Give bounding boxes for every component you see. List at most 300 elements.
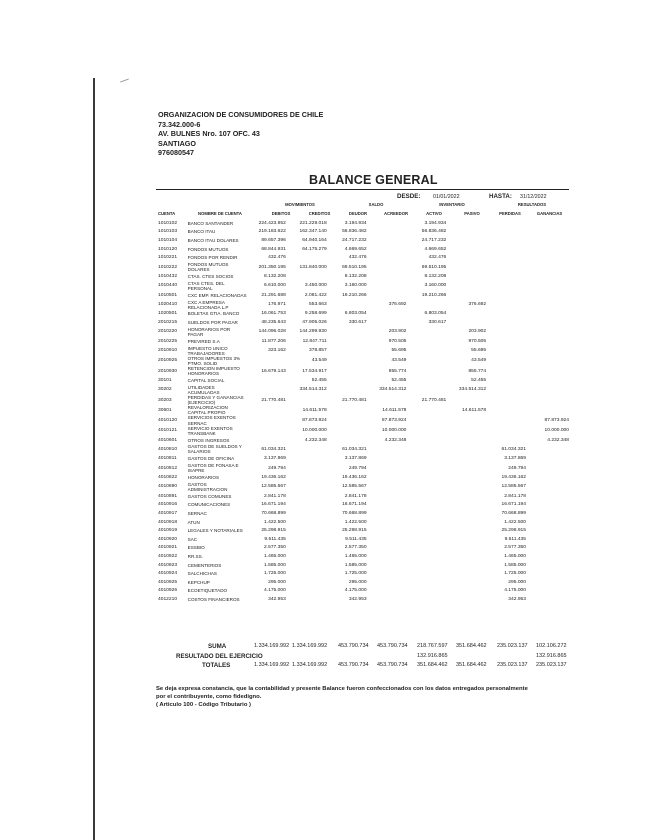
- account-code: 2010925: [158, 358, 178, 364]
- ganancias-cell: [527, 455, 570, 464]
- deudor-cell: 3.160.000: [344, 283, 367, 289]
- account-name: PREVIRED S.A: [187, 338, 220, 344]
- pasivo-cell: [447, 236, 487, 245]
- account-code: 4010811: [158, 456, 177, 462]
- perdidas-cell: 16.671.194: [501, 502, 526, 508]
- acreedor-cell: [368, 219, 408, 228]
- creditos-cell: 14.611.578: [302, 407, 327, 413]
- deudor-cell: [328, 376, 368, 385]
- debitos-cell: 201.350.195: [258, 264, 286, 270]
- acreedor-cell: [368, 318, 408, 327]
- table-row: [158, 552, 570, 561]
- ganancias-cell: [527, 366, 570, 376]
- account-name: GASTOS DE FONASA E ISAPRE: [187, 463, 239, 474]
- organization-name: ORGANIZACION DE CONSUMIDORES DE CHILE: [158, 110, 324, 119]
- header-activo: ACTIVO: [426, 211, 442, 216]
- account-code: 4010922: [158, 554, 178, 560]
- acreedor-cell: 55.695: [391, 348, 407, 354]
- perdidas-cell: [487, 262, 527, 272]
- ganancias-cell: [527, 262, 570, 272]
- pasivo-cell: 52.455: [471, 378, 487, 383]
- pasivo-cell: [447, 535, 487, 544]
- perdidas-cell: [487, 219, 527, 228]
- pasivo-cell: [447, 501, 487, 510]
- debitos-cell: 432.476: [268, 255, 286, 261]
- account-code: 4012210: [158, 597, 178, 602]
- scan-edge-line: [93, 78, 95, 840]
- table-row: [158, 492, 570, 501]
- acreedor-cell: [368, 501, 408, 510]
- acreedor-cell: [368, 262, 408, 272]
- table-row: [158, 544, 570, 553]
- suma-value: 453.790.734: [377, 643, 408, 649]
- resultado-value: 132.916.865: [417, 653, 448, 659]
- deudor-cell: 70.668.899: [342, 511, 367, 517]
- pasivo-cell: [447, 473, 487, 482]
- account-code: 4010923: [158, 562, 178, 568]
- debitos-cell: [247, 405, 287, 415]
- header-acreedor: ACREEDOR: [384, 211, 408, 216]
- deudor-cell: 19.210.266: [342, 292, 367, 298]
- perdidas-cell: [487, 228, 527, 237]
- acreedor-cell: 334.514.312: [379, 387, 407, 393]
- to-date: 31/12/2022: [520, 194, 547, 200]
- deudor-cell: [328, 385, 368, 395]
- debitos-cell: 1.585.000: [264, 562, 286, 568]
- creditos-cell: 378.857: [309, 348, 327, 354]
- perdidas-cell: 295.000: [508, 579, 526, 585]
- deudor-cell: 3.194.934: [344, 220, 367, 226]
- activo-cell: [407, 376, 447, 385]
- perdidas-cell: 249.794: [508, 465, 526, 471]
- account-code: 4010920: [158, 536, 178, 542]
- deudor-cell: 19.436.162: [342, 475, 367, 481]
- ganancias-cell: [527, 236, 570, 245]
- account-code: 2010220: [158, 329, 178, 335]
- debitos-cell: [247, 426, 287, 436]
- creditos-cell: [287, 569, 328, 578]
- debitos-cell: 1.422.500: [264, 519, 286, 525]
- resultado-label: RESULTADO DEL EJERCICIO: [176, 653, 263, 660]
- perdidas-cell: 12.585.567: [501, 484, 526, 490]
- table-row: [158, 318, 570, 327]
- pasivo-cell: [447, 291, 487, 300]
- debitos-cell: 219.183.622: [258, 229, 286, 235]
- pasivo-cell: 334.514.312: [458, 387, 487, 393]
- activo-cell: [407, 501, 447, 510]
- ganancias-cell: [527, 310, 570, 319]
- debitos-cell: 21.291.688: [261, 292, 286, 298]
- account-name: HONORARIOS POR PAGAR: [187, 326, 231, 337]
- acreedor-cell: [368, 595, 408, 604]
- account-code: 30601: [158, 407, 172, 413]
- pasivo-cell: [447, 310, 487, 319]
- pasivo-cell: [447, 228, 487, 237]
- pasivo-cell: [447, 272, 487, 281]
- debitos-cell: 323.162: [268, 348, 286, 354]
- deudor-cell: 25.298.915: [342, 528, 367, 534]
- pasivo-cell: [447, 527, 487, 536]
- activo-cell: [407, 415, 447, 425]
- account-name: CXC EMP. RELACIONADAS: [187, 292, 247, 298]
- table-row: [158, 219, 570, 228]
- perdidas-cell: [487, 281, 527, 291]
- acreedor-cell: 43.549: [391, 358, 407, 364]
- ganancias-cell: [527, 219, 570, 228]
- deudor-cell: 1.465.000: [344, 554, 367, 560]
- table-row: [158, 518, 570, 527]
- pasivo-cell: [447, 482, 487, 492]
- account-name: BANCO ITAU DOLARES: [187, 237, 239, 243]
- ganancias-cell: [527, 595, 570, 604]
- acreedor-cell: [368, 552, 408, 561]
- account-code: 4010810: [158, 446, 178, 452]
- organization-address: AV. BULNES Nro. 107 OFC. 43: [158, 129, 260, 139]
- account-name: CTAS CTES. DEL PERSONAL: [187, 280, 225, 291]
- account-code: 2010215: [158, 320, 178, 326]
- table-row: [158, 569, 570, 578]
- creditos-cell: [287, 501, 328, 510]
- table-row: [158, 501, 570, 510]
- pasivo-cell: [447, 253, 487, 262]
- activo-cell: [407, 473, 447, 482]
- perdidas-cell: 1.585.000: [504, 562, 526, 568]
- account-code: 30203: [158, 397, 172, 403]
- activo-cell: 69.510.195: [421, 264, 447, 270]
- activo-cell: [407, 527, 447, 536]
- acreedor-cell: [368, 253, 408, 262]
- activo-cell: 3.194.934: [424, 220, 447, 226]
- deudor-cell: 330.617: [348, 320, 367, 326]
- table-row: [158, 587, 570, 596]
- ganancias-cell: 87.873.924: [544, 417, 569, 423]
- deudor-cell: 1.725.000: [344, 571, 367, 577]
- account-name: SERVICIO EXENTOS TRANSBANK: [187, 425, 233, 436]
- perdidas-cell: [487, 253, 527, 262]
- debitos-cell: 9.511.435: [264, 536, 286, 542]
- organization-block: [158, 110, 323, 158]
- totales-label: TOTALES: [202, 662, 231, 669]
- acreedor-cell: [368, 544, 408, 553]
- pasivo-cell: [447, 426, 487, 436]
- pasivo-cell: [447, 318, 487, 327]
- activo-cell: 24.717.232: [421, 237, 447, 243]
- account-code: 2010225: [158, 338, 178, 344]
- debitos-cell: 21.770.481: [261, 397, 286, 403]
- account-name: RR.SS.: [187, 554, 203, 560]
- activo-cell: 4.669.652: [424, 246, 447, 252]
- acreedor-cell: [368, 236, 408, 245]
- account-code: 4010919: [158, 528, 178, 534]
- pasivo-cell: [447, 518, 487, 527]
- perdidas-cell: 3.137.869: [504, 456, 526, 462]
- totales-value: 1.334.169.992: [254, 662, 290, 668]
- table-row: [158, 272, 570, 281]
- pasivo-cell: [447, 262, 487, 272]
- table-row: [158, 444, 570, 454]
- account-code: 1020501: [158, 311, 178, 317]
- creditos-cell: [287, 518, 328, 527]
- creditos-cell: [287, 444, 328, 454]
- activo-cell: [407, 426, 447, 436]
- perdidas-cell: 342.953: [508, 597, 526, 602]
- ganancias-cell: [527, 385, 570, 395]
- table-row: [158, 337, 570, 346]
- activo-cell: [407, 300, 447, 310]
- ganancias-cell: [527, 346, 570, 356]
- account-name: ECOETIQUETADO: [187, 588, 228, 594]
- account-name: BOLETAS GTIA. BANCO: [187, 311, 240, 317]
- account-code: 1010104: [158, 237, 178, 243]
- account-name: OTROS IMPUESTOS 3% PTMO. SOLID: [187, 355, 241, 366]
- creditos-cell: 3.450.000: [304, 283, 327, 289]
- debitos-cell: 144.096.028: [258, 329, 286, 335]
- organization-rut: 73.342.000-6: [158, 119, 201, 129]
- acreedor-cell: 855.774: [388, 368, 407, 374]
- table-row: [158, 253, 570, 262]
- ganancias-cell: [527, 253, 570, 262]
- header-group-movimientos: MOVIMIENTOS: [285, 202, 315, 207]
- to-label: HASTA:: [489, 193, 512, 200]
- acreedor-cell: [368, 395, 408, 405]
- acreedor-cell: [368, 455, 408, 464]
- table-row: [158, 395, 570, 405]
- table-row: [158, 436, 570, 445]
- account-name: COMUNICACIONES: [187, 502, 231, 508]
- perdidas-cell: 70.668.899: [501, 511, 526, 517]
- perdidas-cell: [487, 327, 527, 337]
- pasivo-cell: [447, 415, 487, 425]
- account-name: RETENCION IMPUESTO HONORARIOS: [187, 366, 240, 377]
- account-name: GASTOS ADMINISTRACION: [187, 481, 228, 493]
- ganancias-cell: [527, 482, 570, 492]
- activo-cell: 19.210.266: [421, 292, 447, 298]
- pasivo-cell: [447, 569, 487, 578]
- debitos-cell: 249.794: [268, 465, 286, 471]
- deudor-cell: 2.577.350: [344, 545, 367, 551]
- table-row: [158, 578, 570, 587]
- pasivo-cell: 203.902: [468, 329, 487, 335]
- ganancias-cell: [527, 245, 570, 254]
- account-code: 4010812: [158, 465, 178, 471]
- table-row: [158, 455, 570, 464]
- creditos-cell: 4.232.348: [304, 437, 327, 443]
- debitos-cell: 1.465.000: [264, 554, 286, 560]
- deudor-cell: 2.841.178: [344, 493, 367, 499]
- acreedor-cell: [368, 578, 408, 587]
- account-code: 2010910: [158, 348, 178, 354]
- debitos-cell: 70.668.899: [261, 511, 286, 517]
- acreedor-cell: [368, 463, 408, 473]
- table-row: [158, 527, 570, 536]
- account-name: SAC: [187, 536, 198, 542]
- activo-cell: [407, 385, 447, 395]
- account-name: SERVICIOS EXENTOS SERNAC: [187, 415, 236, 426]
- creditos-cell: 52.455: [311, 378, 327, 383]
- totales-value: 351.684.462: [417, 662, 448, 668]
- perdidas-cell: 1.422.500: [504, 519, 526, 525]
- header-group-saldo: SALDO: [368, 202, 384, 207]
- deudor-cell: 295.000: [348, 579, 367, 585]
- activo-cell: [407, 482, 447, 492]
- deudor-cell: 16.671.194: [342, 502, 367, 508]
- deudor-cell: 342.953: [348, 597, 367, 602]
- perdidas-cell: [487, 318, 527, 327]
- account-code: 4010121: [158, 428, 178, 434]
- ganancias-cell: [527, 552, 570, 561]
- deudor-cell: 4.669.652: [344, 246, 367, 252]
- account-name: GASTOS DE OFICINA: [187, 456, 235, 462]
- creditos-cell: 144.299.930: [299, 329, 327, 335]
- activo-cell: [407, 337, 447, 346]
- table-row: [158, 509, 570, 518]
- account-name: UTILIDADES ACUMULADAS: [187, 384, 220, 395]
- account-name: REVALORIZACION CAPITAL PROPIO: [187, 405, 228, 416]
- table-row: [158, 366, 570, 376]
- pasivo-cell: [447, 395, 487, 405]
- debitos-cell: 176.971: [268, 302, 286, 308]
- activo-cell: [407, 552, 447, 561]
- pasivo-cell: [447, 595, 487, 604]
- debitos-cell: 342.953: [268, 597, 286, 602]
- creditos-cell: [287, 492, 328, 501]
- perdidas-cell: [487, 300, 527, 310]
- acreedor-cell: [368, 482, 408, 492]
- perdidas-cell: [487, 366, 527, 376]
- pasivo-cell: 14.611.578: [462, 407, 487, 413]
- activo-cell: [407, 569, 447, 578]
- creditos-cell: [287, 509, 328, 518]
- perdidas-cell: [487, 405, 527, 415]
- acreedor-cell: 14.611.578: [382, 407, 407, 413]
- ganancias-cell: [527, 291, 570, 300]
- account-name: KEPCHUP: [187, 579, 210, 585]
- acreedor-cell: [368, 535, 408, 544]
- ganancias-cell: [527, 518, 570, 527]
- perdidas-cell: 19.436.162: [501, 475, 526, 481]
- pasivo-cell: [447, 561, 487, 570]
- ganancias-cell: [527, 376, 570, 385]
- debitos-cell: 8.132.208: [264, 273, 286, 279]
- account-name: FONDOS POR RENDIR: [187, 255, 238, 261]
- table-row: [158, 310, 570, 319]
- activo-cell: [407, 578, 447, 587]
- acreedor-cell: 4.232.348: [384, 437, 407, 443]
- suma-value: 235.023.137: [497, 643, 528, 649]
- footer-line: Se deja expresa constancia, que la contabilidad y presente Balance fueron confeccionados con los datos entregados personalmente: [156, 686, 528, 692]
- deudor-cell: [328, 337, 368, 346]
- ganancias-cell: [527, 509, 570, 518]
- acreedor-cell: [368, 569, 408, 578]
- account-code: 4010822: [158, 475, 178, 481]
- deudor-cell: 12.585.567: [342, 484, 367, 490]
- acreedor-cell: [368, 272, 408, 281]
- ganancias-cell: [527, 405, 570, 415]
- deudor-cell: 432.476: [348, 255, 367, 261]
- creditos-cell: [287, 552, 328, 561]
- creditos-cell: [287, 455, 328, 464]
- account-name: PERDIDAS Y GANANCIAS (EJERCICIO): [187, 395, 244, 406]
- ganancias-cell: [527, 473, 570, 482]
- account-name: FONDOS MUTUOS DOLARES: [187, 261, 229, 273]
- deudor-cell: 69.510.195: [342, 264, 367, 270]
- debitos-cell: [247, 356, 287, 366]
- account-code: 4010890: [158, 484, 178, 490]
- debitos-cell: 2.577.350: [264, 545, 286, 551]
- account-name: LEGALES Y NOTARIALES: [187, 528, 243, 534]
- suma-value: 218.767.597: [417, 643, 448, 649]
- totales-value: 235.023.137: [497, 662, 528, 668]
- creditos-cell: [287, 395, 328, 405]
- deudor-cell: [328, 426, 368, 436]
- table-row: [158, 463, 570, 473]
- account-name: ESSBIO: [187, 545, 205, 551]
- deudor-cell: 24.717.232: [342, 237, 367, 243]
- ganancias-cell: [527, 281, 570, 291]
- creditos-cell: 553.663: [309, 302, 327, 308]
- account-name: FONDOS MUTUOS: [187, 246, 229, 252]
- acreedor-cell: [368, 444, 408, 454]
- header-creditos: CREDITOS: [308, 211, 331, 216]
- totales-value: 351.684.462: [456, 662, 487, 668]
- perdidas-cell: [487, 245, 527, 254]
- table-row: [158, 245, 570, 254]
- table-row: [158, 300, 570, 310]
- header-perdidas: PERDIDAS: [499, 211, 521, 216]
- creditos-cell: [287, 544, 328, 553]
- activo-cell: [407, 544, 447, 553]
- debitos-cell: 12.585.567: [261, 484, 286, 490]
- totales-value: 235.023.137: [536, 662, 567, 668]
- creditos-cell: 2.081.422: [304, 292, 327, 298]
- creditos-cell: 221.229.018: [299, 220, 327, 226]
- deudor-cell: 56.836.482: [342, 229, 367, 235]
- perdidas-cell: 2.577.350: [504, 545, 526, 551]
- ganancias-cell: 10.000.000: [544, 428, 569, 434]
- account-name: CAPITAL SOCIAL: [187, 378, 225, 383]
- pasivo-cell: 970.505: [468, 338, 487, 344]
- account-name: BANCO ITAU: [187, 229, 216, 235]
- activo-cell: 6.803.054: [424, 311, 447, 317]
- creditos-cell: [287, 587, 328, 596]
- account-name: SERNAC: [187, 511, 207, 517]
- deudor-cell: [328, 366, 368, 376]
- ganancias-cell: [527, 356, 570, 366]
- creditos-cell: [287, 561, 328, 570]
- from-date: 01/01/2022: [433, 194, 460, 200]
- activo-cell: [407, 492, 447, 501]
- deudor-cell: 1.585.000: [344, 562, 367, 568]
- ganancias-cell: [527, 569, 570, 578]
- activo-cell: [407, 535, 447, 544]
- perdidas-cell: [487, 415, 527, 425]
- header-group-resultados: RESULTADOS: [517, 202, 547, 207]
- deudor-cell: [328, 300, 368, 310]
- pasivo-cell: [447, 492, 487, 501]
- creditos-cell: [287, 482, 328, 492]
- table-row: [158, 291, 570, 300]
- pasivo-cell: [447, 219, 487, 228]
- deudor-cell: 61.034.321: [342, 446, 367, 452]
- debitos-cell: 89.657.396: [261, 237, 286, 243]
- deudor-cell: [328, 415, 368, 425]
- pasivo-cell: 43.549: [471, 358, 487, 364]
- activo-cell: 56.836.482: [421, 229, 447, 235]
- title-underline: [156, 189, 569, 190]
- deudor-cell: 21.770.481: [342, 397, 367, 403]
- debitos-cell: 1.725.000: [264, 571, 286, 577]
- activo-cell: [407, 463, 447, 473]
